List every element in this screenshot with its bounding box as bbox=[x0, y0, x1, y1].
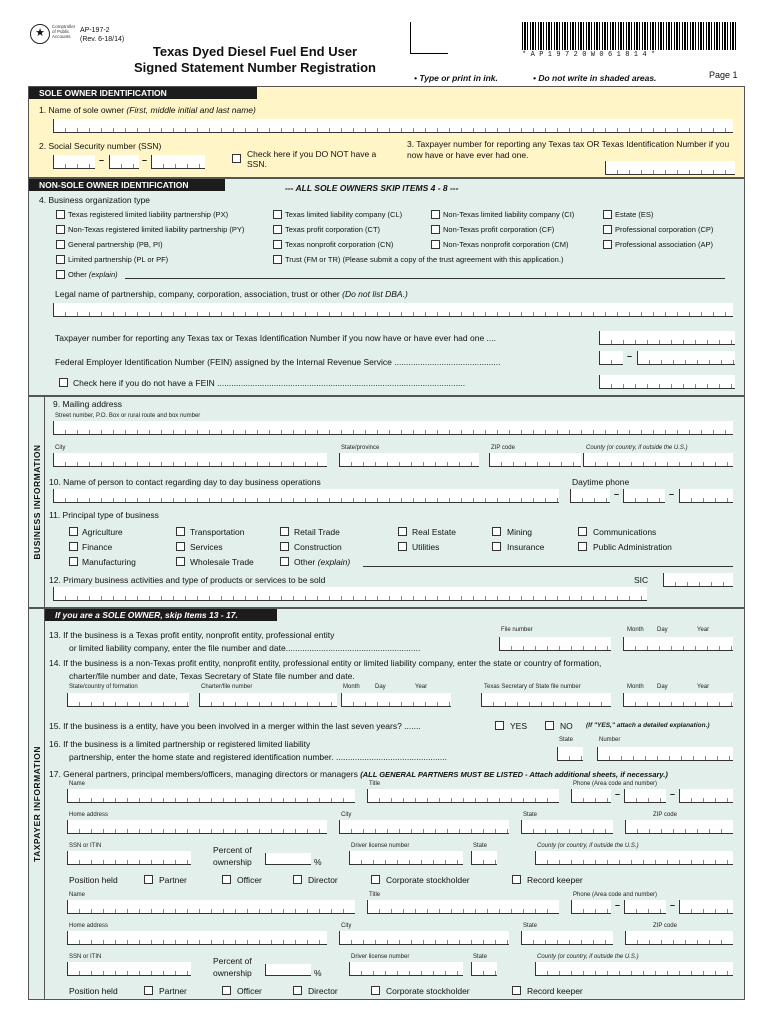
p1-stockholder-checkbox[interactable] bbox=[371, 875, 380, 884]
type-ci-label: Non-Texas limited liability company (CI) bbox=[443, 210, 575, 219]
biz-utilities-checkbox[interactable] bbox=[398, 542, 407, 551]
mailing-state-field[interactable] bbox=[339, 453, 479, 467]
type-cf-checkbox[interactable] bbox=[431, 225, 440, 234]
biz-realestate-label: Real Estate bbox=[412, 527, 456, 537]
p2-stockholder-checkbox[interactable] bbox=[371, 986, 380, 995]
biz-other-checkbox[interactable] bbox=[280, 557, 289, 566]
p2-dl-state-field[interactable] bbox=[471, 962, 497, 976]
phone-dash: – bbox=[615, 900, 621, 910]
merger-no-label: NO bbox=[560, 721, 573, 731]
merger-yes-label: YES bbox=[510, 721, 528, 731]
legal-name-field[interactable] bbox=[53, 303, 733, 317]
p1-director-checkbox[interactable] bbox=[293, 875, 302, 884]
zip-label: ZIP code bbox=[491, 445, 515, 451]
p1-county-field[interactable] bbox=[535, 851, 733, 865]
p2-home-address-field[interactable] bbox=[67, 931, 327, 945]
p1-recordkeeper-checkbox[interactable] bbox=[512, 875, 521, 884]
p2-phone-line-field[interactable] bbox=[679, 900, 733, 914]
p1-dl-state-field[interactable] bbox=[471, 851, 497, 865]
item11-label: 11. Principal type of business bbox=[49, 510, 159, 520]
reg-number-label: Number bbox=[599, 737, 621, 743]
biz-finance-checkbox[interactable] bbox=[69, 542, 78, 551]
type-px-label: Texas registered limited liability partnership (PX) bbox=[68, 210, 229, 219]
county-label: County (or country, if outside the U.S.) bbox=[586, 445, 688, 451]
p1-phone-label: Phone (Area code and number) bbox=[573, 781, 658, 787]
p2-county-field[interactable] bbox=[535, 962, 733, 976]
type-cn-label: Texas nonprofit corporation (CN) bbox=[285, 240, 394, 249]
contact-person-field[interactable] bbox=[53, 489, 559, 503]
type-cn-checkbox[interactable] bbox=[273, 240, 282, 249]
type-trust-checkbox[interactable] bbox=[273, 255, 282, 264]
type-pl-label: Limited partnership (PL or PF) bbox=[68, 255, 169, 264]
p1-dl-field[interactable] bbox=[349, 851, 463, 865]
type-cl-checkbox[interactable] bbox=[273, 210, 282, 219]
daytime-phone-label: Daytime phone bbox=[572, 477, 630, 487]
no-ssn-label: Check here if you DO NOT have a SSN. bbox=[247, 149, 377, 169]
p2-officer-label: Officer bbox=[237, 986, 262, 996]
p2-dl-state-label: State bbox=[473, 954, 488, 960]
type-es-checkbox[interactable] bbox=[603, 210, 612, 219]
form-number-block bbox=[80, 26, 124, 44]
home-state-label: State bbox=[559, 737, 574, 743]
item16-label-2: partnership, enter the home state and registered identification number. ............................................... bbox=[69, 752, 447, 762]
type-py-label: Non-Texas registered limited liability partnership (PY) bbox=[68, 225, 245, 234]
p2-ownership-field[interactable] bbox=[265, 964, 311, 976]
item15-label: 15. If the business is a entity, have you been involved in a merger within the last seven years? ....... bbox=[49, 721, 421, 731]
sole-owner-section bbox=[28, 86, 745, 178]
biz-construction-label: Construction bbox=[294, 542, 342, 552]
p2-director-checkbox[interactable] bbox=[293, 986, 302, 995]
p2-phone-area-field[interactable] bbox=[571, 900, 611, 914]
item8-label: Check here if you do not have a FEIN ......................................................................................................... bbox=[73, 378, 466, 388]
biz-publicadmin-checkbox[interactable] bbox=[578, 542, 587, 551]
home-state-field[interactable] bbox=[557, 747, 583, 761]
type-cp-checkbox[interactable] bbox=[603, 225, 612, 234]
ssn-dash: – bbox=[99, 155, 105, 165]
item8-field[interactable] bbox=[599, 375, 735, 389]
sole-taxpayer-number-field[interactable] bbox=[605, 161, 735, 175]
biz-realestate-checkbox[interactable] bbox=[398, 527, 407, 536]
p2-phone-label: Phone (Area code and number) bbox=[573, 892, 658, 898]
p2-recordkeeper-label: Record keeper bbox=[527, 986, 583, 996]
instruction-type: • Type or print in ink. bbox=[414, 73, 498, 83]
p2-state-label: State bbox=[523, 923, 538, 929]
seal-text: Comptroller of Public Accounts bbox=[52, 24, 76, 39]
sos-file-date-field[interactable] bbox=[623, 693, 733, 707]
p1-phone-prefix-field[interactable] bbox=[624, 789, 666, 803]
mailing-street-field[interactable] bbox=[53, 421, 733, 435]
p1-dl-state-label: State bbox=[473, 843, 488, 849]
p1-home-address-field[interactable] bbox=[67, 820, 327, 834]
biz-mining-checkbox[interactable] bbox=[492, 527, 501, 536]
item14-label-1: 14. If the business is a non-Texas profit entity, nonprofit entity, professional entity or limited liability company, enter the state or country of formation, bbox=[49, 658, 602, 668]
sole-owner-header: SOLE OWNER IDENTIFICATION bbox=[29, 87, 257, 99]
type-pb-checkbox[interactable] bbox=[56, 240, 65, 249]
p1-officer-checkbox[interactable] bbox=[222, 875, 231, 884]
nonsole-taxpayer-number-field[interactable] bbox=[599, 331, 735, 345]
sos-file-number-field[interactable] bbox=[481, 693, 611, 707]
p1-state-field[interactable] bbox=[521, 820, 613, 834]
type-ap-checkbox[interactable] bbox=[603, 240, 612, 249]
taxpayer-side-label: TAXPAYER INFORMATION bbox=[29, 609, 45, 999]
biz-services-label: Services bbox=[190, 542, 223, 552]
mailing-county-field[interactable] bbox=[583, 453, 733, 467]
type-cm-checkbox[interactable] bbox=[431, 240, 440, 249]
ssn-part3-field[interactable] bbox=[151, 155, 205, 169]
biz-transportation-label: Transportation bbox=[190, 527, 245, 537]
year-label: Year bbox=[697, 684, 710, 690]
phone-dash: – bbox=[670, 789, 676, 799]
texas-file-date-field[interactable] bbox=[623, 637, 733, 651]
texas-file-number-field[interactable] bbox=[499, 637, 611, 651]
p1-partner-label: Partner bbox=[159, 875, 187, 885]
p1-title-label: Title bbox=[369, 781, 381, 787]
p2-ownership-label: ownership bbox=[213, 968, 252, 978]
type-other-explain-field[interactable] bbox=[125, 267, 725, 279]
p2-recordkeeper-checkbox[interactable] bbox=[512, 986, 521, 995]
item1-label: 1. Name of sole owner (First, middle initial and last name) bbox=[39, 105, 256, 115]
type-ct-label: Texas profit corporation (CT) bbox=[285, 225, 381, 234]
p1-city-field[interactable] bbox=[339, 820, 509, 834]
p2-name-field[interactable] bbox=[67, 900, 355, 914]
month-label: Month bbox=[627, 684, 644, 690]
biz-wholesale-checkbox[interactable] bbox=[176, 557, 185, 566]
p1-director-label: Director bbox=[308, 875, 338, 885]
biz-wholesale-label: Wholesale Trade bbox=[190, 557, 254, 567]
type-cf-label: Non-Texas profit corporation (CF) bbox=[443, 225, 555, 234]
biz-communications-label: Communications bbox=[593, 527, 657, 537]
phone-dash: – bbox=[615, 789, 621, 799]
biz-transportation-checkbox[interactable] bbox=[176, 527, 185, 536]
p1-dl-label: Driver license number bbox=[351, 843, 410, 849]
p1-position-label: Position held bbox=[69, 875, 118, 885]
biz-utilities-label: Utilities bbox=[412, 542, 440, 552]
charter-number-field[interactable] bbox=[199, 693, 337, 707]
skip-items-13-17: If you are a SOLE OWNER, skip Items 13 - 17. bbox=[45, 609, 277, 621]
non-sole-owner-header: NON-SOLE OWNER IDENTIFICATION bbox=[29, 179, 225, 191]
biz-services-checkbox[interactable] bbox=[176, 542, 185, 551]
sic-label: SIC bbox=[634, 575, 649, 585]
corner-mark bbox=[410, 22, 448, 54]
fein-number-field[interactable] bbox=[637, 351, 735, 365]
type-other-checkbox[interactable] bbox=[56, 270, 65, 279]
item13-label-1: 13. If the business is a Texas profit entity, nonprofit entity, professional entity bbox=[49, 630, 335, 640]
biz-agriculture-label: Agriculture bbox=[82, 527, 123, 537]
type-cm-label: Non-Texas nonprofit corporation (CM) bbox=[443, 240, 569, 249]
month-label: Month bbox=[627, 627, 644, 633]
fein-dash: – bbox=[627, 351, 633, 361]
business-side-label: BUSINESS INFORMATION bbox=[29, 397, 45, 607]
state-formation-field[interactable] bbox=[67, 693, 189, 707]
p1-name-label: Name bbox=[69, 781, 86, 787]
item3-label: 3. Taxpayer number for reporting any Texas tax OR Texas Identification Number if you now have or have ever had one. bbox=[407, 139, 730, 160]
merger-no-checkbox[interactable] bbox=[545, 721, 554, 730]
type-ap-label: Professional association (AP) bbox=[615, 240, 713, 249]
biz-communications-checkbox[interactable] bbox=[578, 527, 587, 536]
no-ssn-checkbox[interactable] bbox=[232, 154, 241, 163]
p1-zip-label: ZIP code bbox=[653, 812, 677, 818]
type-py-checkbox[interactable] bbox=[56, 225, 65, 234]
title-line-2: Signed Statement Number Registration bbox=[134, 60, 376, 75]
p1-officer-label: Officer bbox=[237, 875, 262, 885]
phone-area-field[interactable] bbox=[570, 489, 610, 503]
p2-zip-label: ZIP code bbox=[653, 923, 677, 929]
type-other-label: Other (explain) bbox=[68, 270, 118, 279]
city-label: City bbox=[55, 445, 66, 451]
biz-manufacturing-checkbox[interactable] bbox=[69, 557, 78, 566]
p2-director-label: Director bbox=[308, 986, 338, 996]
p2-dl-label: Driver license number bbox=[351, 954, 410, 960]
p2-partner-label: Partner bbox=[159, 986, 187, 996]
type-es-label: Estate (ES) bbox=[615, 210, 654, 219]
item13-label-2: or limited liability company, enter the file number and date......................................................... bbox=[69, 643, 421, 653]
ssn-dash: – bbox=[142, 155, 148, 165]
p2-county-label: County (or country, if outside the U.S.) bbox=[537, 954, 639, 960]
item16-label-1: 16. If the business is a limited partnership or registered limited liability bbox=[49, 739, 311, 749]
biz-other-explain-field[interactable] bbox=[363, 555, 733, 567]
biz-construction-checkbox[interactable] bbox=[280, 542, 289, 551]
item5-label: Legal name of partnership, company, corporation, association, trust or other (Do not list DBA.) bbox=[55, 289, 408, 299]
p2-city-label: City bbox=[341, 923, 352, 929]
p2-title-field[interactable] bbox=[367, 900, 559, 914]
p2-stockholder-label: Corporate stockholder bbox=[386, 986, 470, 996]
p1-recordkeeper-label: Record keeper bbox=[527, 875, 583, 885]
item4-label: 4. Business organization type bbox=[39, 195, 151, 205]
type-pl-checkbox[interactable] bbox=[56, 255, 65, 264]
non-sole-owner-section bbox=[28, 178, 745, 396]
type-trust-label: Trust (FM or TR) (Please submit a copy of the trust agreement with this application.) bbox=[285, 255, 564, 264]
p2-position-label: Position held bbox=[69, 986, 118, 996]
type-ci-checkbox[interactable] bbox=[431, 210, 440, 219]
p1-ssn-label: SSN or ITIN bbox=[69, 843, 102, 849]
business-activities-field[interactable] bbox=[53, 587, 647, 601]
year-label: Year bbox=[697, 627, 710, 633]
item2-label: 2. Social Security number (SSN) bbox=[39, 141, 162, 151]
biz-insurance-checkbox[interactable] bbox=[492, 542, 501, 551]
phone-dash: – bbox=[670, 900, 676, 910]
item6-label: Taxpayer number for reporting any Texas tax or Texas Identification Number if you now have or have ever had one .... bbox=[55, 333, 496, 343]
no-fein-checkbox[interactable] bbox=[59, 378, 68, 387]
p1-partner-checkbox[interactable] bbox=[144, 875, 153, 884]
p2-dl-field[interactable] bbox=[349, 962, 463, 976]
sos-file-label: Texas Secretary of State file number bbox=[484, 684, 581, 690]
p2-officer-checkbox[interactable] bbox=[222, 986, 231, 995]
barcode bbox=[522, 22, 738, 50]
p1-state-label: State bbox=[523, 812, 538, 818]
skip-items-4-8: --- ALL SOLE OWNERS SKIP ITEMS 4 - 8 --- bbox=[285, 183, 459, 193]
form-number: AP-197-2 bbox=[80, 27, 110, 34]
biz-other-label: Other (explain) bbox=[294, 557, 351, 567]
day-label: Day bbox=[375, 684, 386, 690]
ssn-part1-field[interactable] bbox=[53, 155, 95, 169]
biz-publicadmin-label: Public Administration bbox=[593, 542, 672, 552]
street-label: Street number, P.O. Box or rural route and box number bbox=[55, 413, 201, 419]
p2-name-label: Name bbox=[69, 892, 86, 898]
day-label: Day bbox=[657, 684, 668, 690]
p2-title-label: Title bbox=[369, 892, 381, 898]
phone-line-field[interactable] bbox=[679, 489, 733, 503]
biz-agriculture-checkbox[interactable] bbox=[69, 527, 78, 536]
type-cl-label: Texas limited liability company (CL) bbox=[285, 210, 403, 219]
barcode-text: *AP19720W061814* bbox=[522, 51, 660, 59]
p2-city-field[interactable] bbox=[339, 931, 509, 945]
p1-phone-area-field[interactable] bbox=[571, 789, 611, 803]
p1-zip-field[interactable] bbox=[625, 820, 733, 834]
comptroller-seal-icon: ★ bbox=[30, 24, 50, 44]
p2-ssn-label: SSN or ITIN bbox=[69, 954, 102, 960]
merger-yes-hint: (If "YES," attach a detailed explanation.) bbox=[586, 722, 710, 729]
p1-percent-label: Percent of bbox=[213, 845, 252, 855]
type-cp-label: Professional corporation (CP) bbox=[615, 225, 714, 234]
instruction-shaded: • Do not write in shaded areas. bbox=[533, 73, 657, 83]
p1-stockholder-label: Corporate stockholder bbox=[386, 875, 470, 885]
phone-dash: – bbox=[614, 489, 620, 499]
p1-ssn-field[interactable] bbox=[67, 851, 191, 865]
p2-partner-checkbox[interactable] bbox=[144, 986, 153, 995]
phone-prefix-field[interactable] bbox=[623, 489, 665, 503]
biz-mining-label: Mining bbox=[507, 527, 533, 537]
p2-phone-prefix-field[interactable] bbox=[624, 900, 666, 914]
item7-label: Federal Employer Identification Number (FEIN) assigned by the Internal Revenue Service ............................................. bbox=[55, 357, 501, 367]
state-label: State/province bbox=[341, 445, 380, 451]
mailing-zip-field[interactable] bbox=[489, 453, 581, 467]
type-ct-checkbox[interactable] bbox=[273, 225, 282, 234]
biz-manufacturing-label: Manufacturing bbox=[82, 557, 136, 567]
title-line-1: Texas Dyed Diesel Fuel End User bbox=[152, 44, 358, 59]
year-label: Year bbox=[415, 684, 428, 690]
taxpayer-information-section bbox=[28, 608, 745, 1000]
p1-title-field[interactable] bbox=[367, 789, 559, 803]
p2-ssn-field[interactable] bbox=[67, 962, 191, 976]
p1-city-label: City bbox=[341, 812, 352, 818]
item14-label-2: charter/file number and date, Texas Secretary of State file number and date. bbox=[69, 671, 355, 681]
fein-prefix-field[interactable] bbox=[599, 351, 623, 365]
mailing-city-field[interactable] bbox=[53, 453, 327, 467]
charter-label: Charter/file number bbox=[201, 684, 253, 690]
p1-pct-symbol: % bbox=[314, 857, 322, 867]
item10-label: 10. Name of person to contact regarding day to day business operations bbox=[49, 477, 321, 487]
p2-percent-label: Percent of bbox=[213, 956, 252, 966]
month-label: Month bbox=[343, 684, 360, 690]
type-pb-label: General partnership (PB, PI) bbox=[68, 240, 163, 249]
p1-ownership-label: ownership bbox=[213, 857, 252, 867]
biz-finance-label: Finance bbox=[82, 542, 113, 552]
type-px-checkbox[interactable] bbox=[56, 210, 65, 219]
sole-owner-name-field[interactable] bbox=[53, 119, 733, 133]
p1-ownership-field[interactable] bbox=[265, 853, 311, 865]
item9-label: 9. Mailing address bbox=[53, 399, 122, 409]
form-revision: (Rev. 6-18/14) bbox=[80, 36, 125, 43]
p2-pct-symbol: % bbox=[314, 968, 322, 978]
ssn-part2-field[interactable] bbox=[109, 155, 139, 169]
p1-name-field[interactable] bbox=[67, 789, 355, 803]
day-label: Day bbox=[657, 627, 668, 633]
p2-state-field[interactable] bbox=[521, 931, 613, 945]
business-information-section bbox=[28, 396, 745, 608]
p1-county-label: County (or country, if outside the U.S.) bbox=[537, 843, 639, 849]
item17-label: 17. General partners, principal members/officers, managing directors or managers (ALL GENERAL PARTNERS MUST BE LISTED - Attach additional sheets, if necessary.) bbox=[49, 769, 668, 779]
item12-label: 12. Primary business activities and type of products or services to be sold bbox=[49, 575, 326, 585]
p1-phone-line-field[interactable] bbox=[679, 789, 733, 803]
biz-retail-label: Retail Trade bbox=[294, 527, 340, 537]
charter-date-field[interactable] bbox=[341, 693, 451, 707]
registered-id-number-field[interactable] bbox=[597, 747, 733, 761]
state-formation-label: State/country of formation bbox=[69, 684, 138, 690]
p1-home-address-label: Home address bbox=[69, 812, 109, 818]
biz-retail-checkbox[interactable] bbox=[280, 527, 289, 536]
sic-field[interactable] bbox=[663, 573, 733, 587]
p2-home-address-label: Home address bbox=[69, 923, 109, 929]
biz-insurance-label: Insurance bbox=[507, 542, 545, 552]
merger-yes-checkbox[interactable] bbox=[495, 721, 504, 730]
page-number: Page 1 bbox=[709, 70, 738, 80]
file-number-label: File number bbox=[501, 627, 533, 633]
form-title bbox=[100, 44, 410, 76]
phone-dash: – bbox=[669, 489, 675, 499]
p2-zip-field[interactable] bbox=[625, 931, 733, 945]
